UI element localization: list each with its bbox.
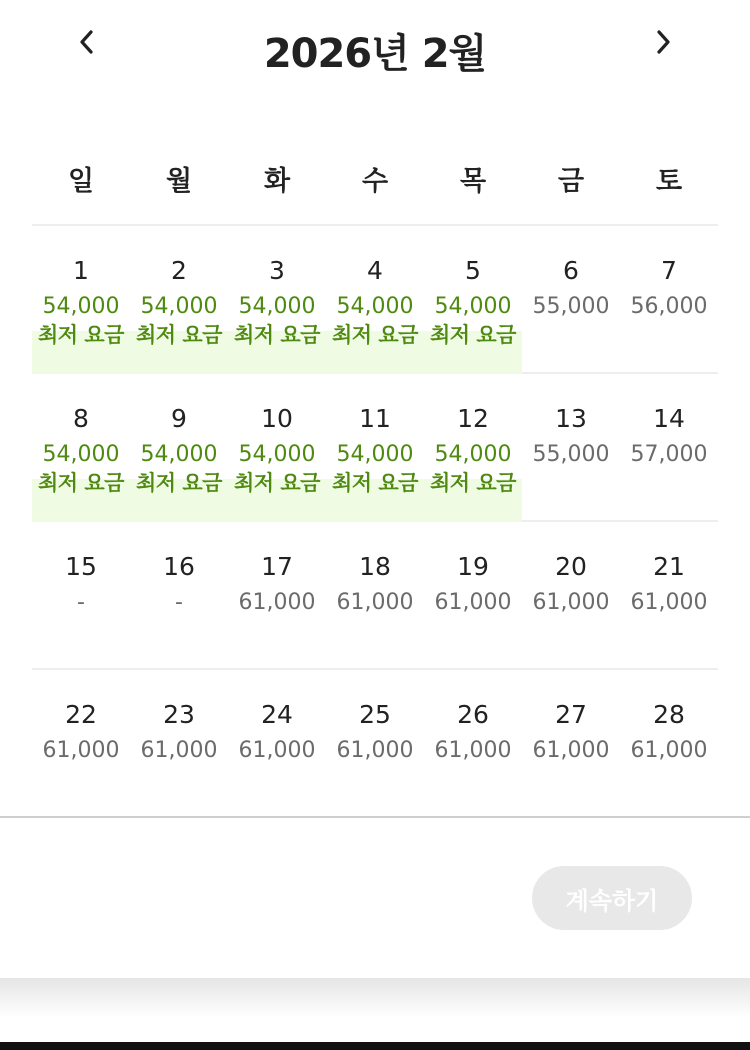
weekday-sat: 토 <box>655 166 683 197</box>
day-price: 54,000 <box>434 294 512 319</box>
calendar-day[interactable] <box>32 374 130 522</box>
calendar-week <box>32 374 718 522</box>
calendar-day[interactable] <box>424 226 522 374</box>
calendar-header <box>0 0 750 100</box>
weekday-tue: 화 <box>263 166 291 197</box>
day-price: 61,000 <box>532 590 610 615</box>
lowest-price-tag: 최저 요금 <box>234 323 320 347</box>
day-price: 57,000 <box>630 442 708 467</box>
weekday-thu: 목 <box>459 166 487 197</box>
chevron-right-icon <box>657 30 671 54</box>
day-number: 26 <box>457 700 489 729</box>
calendar-day[interactable] <box>620 226 718 374</box>
day-number: 5 <box>465 256 481 285</box>
calendar-day[interactable] <box>522 670 620 818</box>
day-number: 9 <box>171 404 187 433</box>
day-price: 61,000 <box>434 738 512 763</box>
day-price: 61,000 <box>434 590 512 615</box>
lowest-price-tag: 최저 요금 <box>234 471 320 495</box>
day-price: 54,000 <box>434 442 512 467</box>
calendar-day[interactable] <box>228 670 326 818</box>
calendar-day[interactable] <box>130 226 228 374</box>
day-price: 61,000 <box>532 738 610 763</box>
day-number: 23 <box>163 700 195 729</box>
day-price: 61,000 <box>238 590 316 615</box>
day-price: 55,000 <box>532 294 610 319</box>
day-number: 17 <box>261 552 293 581</box>
calendar-day[interactable] <box>130 522 228 670</box>
calendar-day[interactable] <box>522 522 620 670</box>
lowest-price-tag: 최저 요금 <box>136 323 222 347</box>
calendar-day[interactable] <box>32 522 130 670</box>
day-price: 61,000 <box>630 590 708 615</box>
day-number: 4 <box>367 256 383 285</box>
calendar-week <box>32 670 718 818</box>
footer-divider <box>0 816 750 818</box>
day-number: 25 <box>359 700 391 729</box>
day-number: 15 <box>65 552 97 581</box>
day-number: 27 <box>555 700 587 729</box>
day-number: 21 <box>653 552 685 581</box>
day-price: 55,000 <box>532 442 610 467</box>
day-price: 54,000 <box>42 442 120 467</box>
day-price: 61,000 <box>140 738 218 763</box>
calendar-day[interactable] <box>326 670 424 818</box>
day-number: 28 <box>653 700 685 729</box>
calendar-day[interactable] <box>32 226 130 374</box>
bottom-bar <box>0 1042 750 1050</box>
calendar-day[interactable] <box>620 522 718 670</box>
day-number: 3 <box>269 256 285 285</box>
day-number: 13 <box>555 404 587 433</box>
calendar-week <box>32 522 718 670</box>
day-price: - <box>175 590 183 615</box>
calendar-day[interactable] <box>620 670 718 818</box>
calendar-day[interactable] <box>522 226 620 374</box>
weekday-mon: 월 <box>165 166 193 197</box>
lowest-price-tag: 최저 요금 <box>38 471 124 495</box>
day-number: 7 <box>661 256 677 285</box>
day-price: 61,000 <box>238 738 316 763</box>
day-number: 1 <box>73 256 89 285</box>
calendar-day[interactable] <box>424 374 522 522</box>
day-number: 19 <box>457 552 489 581</box>
continue-button[interactable]: 계속하기 <box>532 866 692 930</box>
calendar-day[interactable] <box>424 522 522 670</box>
day-number: 10 <box>261 404 293 433</box>
lowest-price-tag: 최저 요금 <box>136 471 222 495</box>
day-price: 56,000 <box>630 294 708 319</box>
footer-shadow <box>0 978 750 1018</box>
weekday-wed: 수 <box>361 166 389 197</box>
day-number: 2 <box>171 256 187 285</box>
calendar-day[interactable] <box>228 226 326 374</box>
calendar-day[interactable] <box>32 670 130 818</box>
calendar-day[interactable] <box>130 374 228 522</box>
month-title: 2026년 2월 <box>263 31 487 77</box>
lowest-price-tag: 최저 요금 <box>430 471 516 495</box>
day-number: 14 <box>653 404 685 433</box>
day-price: 54,000 <box>42 294 120 319</box>
day-price: 61,000 <box>336 738 414 763</box>
day-price: 54,000 <box>140 442 218 467</box>
lowest-price-tag: 최저 요금 <box>38 323 124 347</box>
day-number: 6 <box>563 256 579 285</box>
day-price: - <box>77 590 85 615</box>
day-number: 22 <box>65 700 97 729</box>
calendar-day[interactable] <box>522 374 620 522</box>
weekday-sun: 일 <box>67 166 95 197</box>
lowest-price-tag: 최저 요금 <box>332 323 418 347</box>
day-price: 61,000 <box>42 738 120 763</box>
calendar-day[interactable] <box>326 226 424 374</box>
weekday-row <box>32 160 718 204</box>
calendar-day[interactable] <box>326 522 424 670</box>
lowest-price-tag: 최저 요금 <box>332 471 418 495</box>
calendar-day[interactable] <box>130 670 228 818</box>
day-number: 20 <box>555 552 587 581</box>
day-number: 12 <box>457 404 489 433</box>
day-number: 8 <box>73 404 89 433</box>
next-month-button[interactable] <box>644 22 684 62</box>
calendar-day[interactable] <box>424 670 522 818</box>
day-price: 54,000 <box>140 294 218 319</box>
day-number: 16 <box>163 552 195 581</box>
day-price: 54,000 <box>336 442 414 467</box>
day-number: 18 <box>359 552 391 581</box>
day-price: 61,000 <box>630 738 708 763</box>
calendar-week <box>32 226 718 374</box>
lowest-price-tag: 최저 요금 <box>430 323 516 347</box>
calendar-day[interactable] <box>326 374 424 522</box>
day-price: 54,000 <box>238 442 316 467</box>
day-number: 24 <box>261 700 293 729</box>
calendar-day[interactable] <box>620 374 718 522</box>
day-price: 54,000 <box>238 294 316 319</box>
day-price: 54,000 <box>336 294 414 319</box>
weekday-fri: 금 <box>557 166 585 197</box>
day-number: 11 <box>359 404 391 433</box>
calendar-day[interactable] <box>228 374 326 522</box>
day-price: 61,000 <box>336 590 414 615</box>
calendar-day[interactable] <box>228 522 326 670</box>
